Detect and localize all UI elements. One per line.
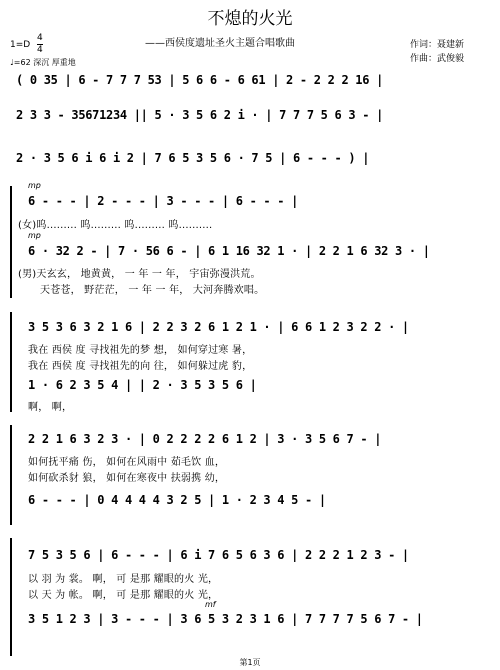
lyrics-row-6b: 我在 西侯 度 寻找祖先的向 往， 如何躲过虎 豹， (28, 361, 253, 372)
lyrics-row-10a: 以 羽 为 裳。 啊， 可 是那 耀眼的火 光， (28, 574, 219, 585)
notation-row-5: 6 · 32 2 - | 7 · 56 6 - | 6 1 16 32 1 · | 2 2 1 6 32 3 · | (28, 244, 430, 258)
notation-row-3: 2 · 3 5 6 i 6 i 2 | 7 6 5 3 5 6 · 7 5 | 6 - - - ) | (16, 151, 370, 165)
page-number: 第1页 (239, 658, 261, 667)
time-signature-bottom: 4 (37, 45, 43, 55)
system-brace-3 (10, 425, 12, 525)
lyrics-row-10b: 以 天 为 帐。 啊， 可 是那 耀眼的火 光， (28, 590, 219, 601)
lyrics-row-female: (女)呜......... 呜......... 呜......... 呜.......... (18, 220, 213, 231)
lyrics-row-male-2: 天苍苍， 野茫茫， 一 年 一 年， 大河奔腾欢唱。 (40, 285, 265, 296)
lyrics-row-8b: 如何砍杀豺 狼， 如何在寒夜中 扶弱携 幼， (28, 473, 226, 484)
notation-row-2: 2 3 3 - 35671234 || 5 · 3 5 6 2 i · | 7 7 7 5 6 3 - | (16, 108, 384, 122)
notation-row-9: 6 - - - | 0 4 4 4 4 3 2 5 | 1 · 2 3 4 5 - | (28, 493, 326, 507)
notation-row-1: ( 0 35 | 6 - 7 7 7 53 | 5 6 6 - 6 61 | 2 - 2 2 2 16 | (16, 73, 384, 87)
system-brace-2 (10, 312, 12, 412)
page-title: 不熄的火光 (207, 9, 293, 29)
notation-row-8: 2 2 1 6 3 2 3 · | 0 2 2 2 2 6 1 2 | 3 · 3 5 6 7 - | (28, 432, 382, 446)
notation-row-11: 3 5 1 2 3 | 3 - - - | 3 6 5 3 2 3 1 6 | 7 7 7 7 5 6 7 - | (28, 612, 423, 626)
dynamic-mark-mp: mp (28, 231, 41, 240)
dynamic-mark-mp: mp (28, 181, 41, 190)
composer: 作曲：武俊毅 (410, 54, 465, 64)
notation-row-6: 3 5 3 6 3 2 1 6 | 2 2 3 2 6 1 2 1 · | 6 6 1 2 3 2 2 · | (28, 320, 409, 334)
notation-row-10: 7 5 3 5 6 | 6 - - - | 6 i 7 6 5 6 3 6 | 2 2 2 1 2 3 - | (28, 548, 409, 562)
key-signature: 1=D (10, 40, 31, 50)
lyrics-row-male-1: (男)天玄玄， 地黄黄， 一 年 一 年， 宇宙弥漫洪荒。 (18, 269, 261, 280)
time-signature-top: 4 (37, 33, 43, 43)
system-brace-1 (10, 186, 12, 298)
lyrics-row-6a: 我在 西侯 度 寻找祖先的梦 想， 如何穿过寒 暑， (28, 345, 253, 356)
lyricist: 作词：聂建新 (410, 40, 465, 50)
subtitle: ——西侯度遗址圣火主题合唱歌曲 (145, 38, 295, 49)
notation-row-4: 6 - - - | 2 - - - | 3 - - - | 6 - - - | (28, 194, 299, 208)
system-brace-4 (10, 538, 12, 656)
notation-row-7: 1 · 6 2 3 5 4 | | 2 · 3 5 3 5 6 | (28, 378, 257, 392)
lyrics-row-7: 啊， 啊， (28, 402, 73, 413)
tempo-marking: ♩=62 深沉 厚重地 (10, 58, 76, 67)
lyrics-row-8a: 如何抚平痛 伤， 如何在风雨中 茹毛饮 血， (28, 457, 226, 468)
dynamic-mark-mf: mf (205, 600, 216, 609)
